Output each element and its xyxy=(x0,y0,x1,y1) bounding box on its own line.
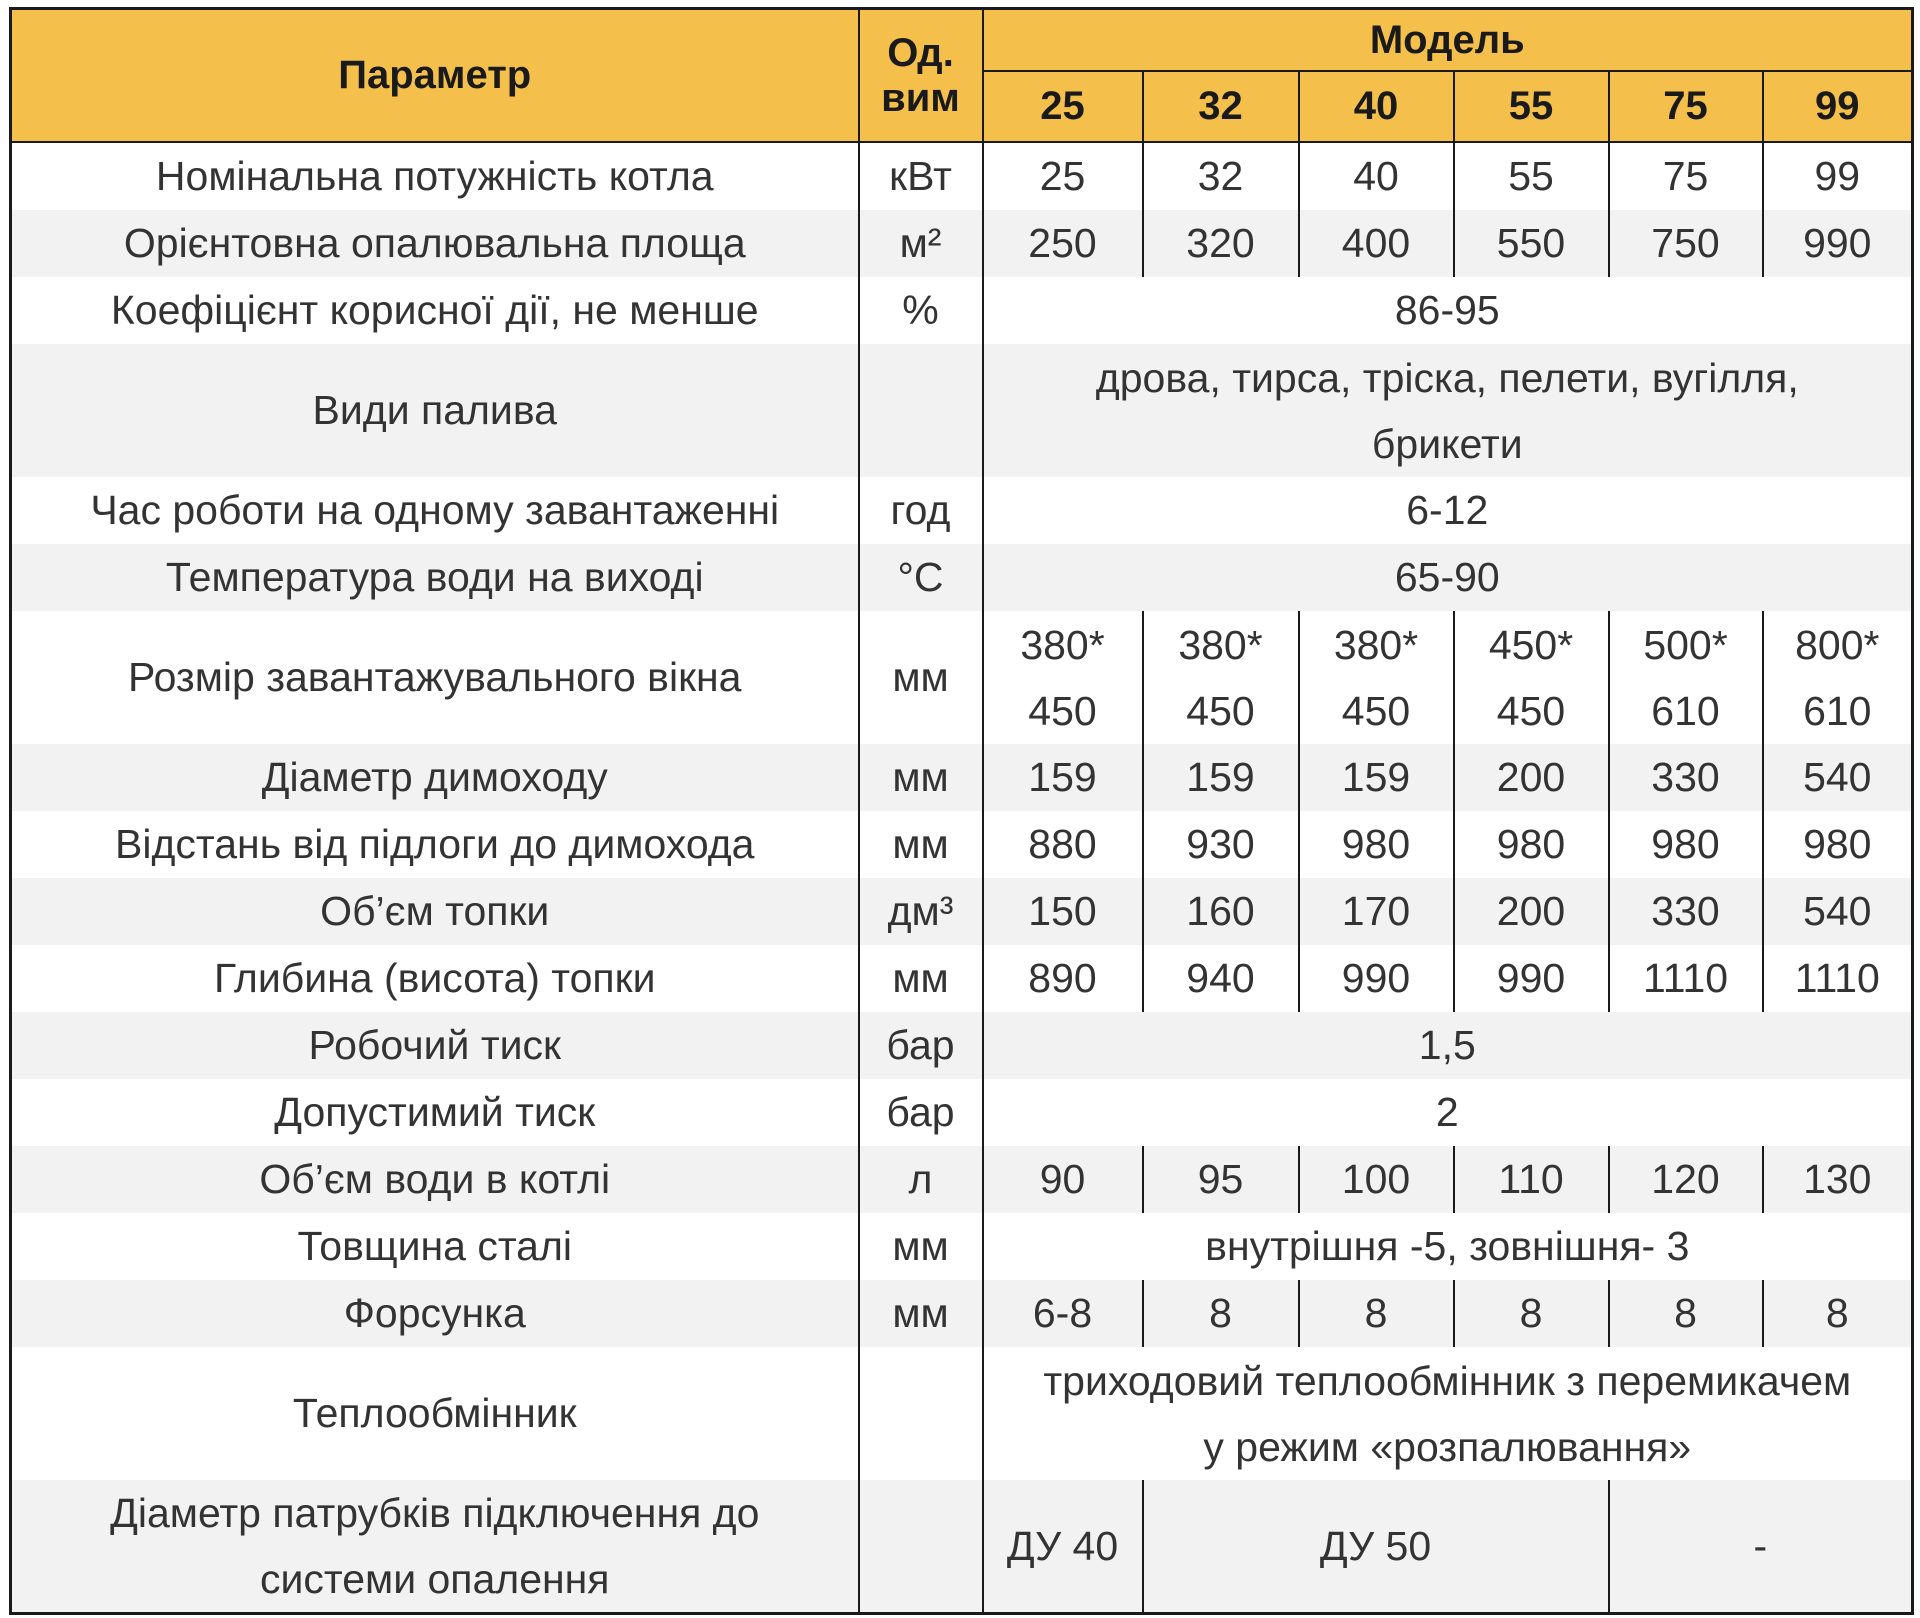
header-model-99: 99 xyxy=(1763,71,1913,142)
param-cell: Об’єм води в котлі xyxy=(11,1146,859,1213)
value-cell: 980 xyxy=(1763,811,1913,878)
table-row xyxy=(11,142,1913,210)
value-line: 450 xyxy=(1186,687,1255,734)
table-row xyxy=(11,1012,1913,1079)
param-cell: Розмір завантажувального вікна xyxy=(11,611,859,744)
value-cell: 990 xyxy=(1454,945,1609,1012)
unit-cell xyxy=(859,1480,983,1614)
value-cell: ДУ 50 xyxy=(1143,1480,1609,1614)
param-cell: Товщина сталі xyxy=(11,1213,859,1280)
value-cell: 95 xyxy=(1143,1146,1299,1213)
header-model-25: 25 xyxy=(983,71,1143,142)
unit-cell: л xyxy=(859,1146,983,1213)
value-cell: 90 xyxy=(983,1146,1143,1213)
value-cell: 170 xyxy=(1299,878,1454,945)
header-model-55: 55 xyxy=(1454,71,1609,142)
param-cell: Теплообмінник xyxy=(11,1347,859,1480)
table-row xyxy=(11,210,1913,277)
value-line: 610 xyxy=(1651,687,1720,734)
value-line: 800* xyxy=(1795,621,1880,668)
table-row xyxy=(11,945,1913,1012)
value-cell xyxy=(1609,611,1763,744)
value-cell: 940 xyxy=(1143,945,1299,1012)
value-cell: 8 xyxy=(1143,1280,1299,1347)
table-row xyxy=(11,544,1913,611)
span-value-line: у режим «розпалювання» xyxy=(1203,1423,1692,1470)
table-row xyxy=(11,277,1913,344)
span-value-line: триходовий теплообмінник з перемикачем xyxy=(1043,1357,1852,1404)
unit-cell: мм xyxy=(859,611,983,744)
param-cell: Орієнтовна опалювальна площа xyxy=(11,210,859,277)
value-line: 380* xyxy=(1333,621,1419,668)
value-cell: 540 xyxy=(1763,744,1913,811)
header-model-75: 75 xyxy=(1609,71,1763,142)
param-cell xyxy=(11,1480,859,1614)
header-model: Модель xyxy=(983,9,1913,72)
param-cell: Температура води на виході xyxy=(11,544,859,611)
header-unit-line1: Од. xyxy=(887,30,954,75)
value-line: 610 xyxy=(1803,687,1872,734)
value-line: 380* xyxy=(1020,621,1105,668)
value-cell: 330 xyxy=(1609,744,1763,811)
param-cell: Види палива xyxy=(11,344,859,477)
unit-cell: мм xyxy=(859,1213,983,1280)
span-value-cell: 65-90 xyxy=(983,544,1913,611)
unit-cell xyxy=(859,344,983,477)
unit-cell: % xyxy=(859,277,983,344)
span-value-cell: 6-12 xyxy=(983,477,1913,544)
value-cell: 8 xyxy=(1454,1280,1609,1347)
value-cell: 8 xyxy=(1763,1280,1913,1347)
value-line: 380* xyxy=(1178,621,1263,668)
value-cell: 880 xyxy=(983,811,1143,878)
value-cell: 99 xyxy=(1763,142,1913,210)
param-cell: Відстань від підлоги до димохода xyxy=(11,811,859,878)
value-cell: 550 xyxy=(1454,210,1609,277)
param-cell: Номінальна потужність котла xyxy=(11,142,859,210)
span-value-cell: 86-95 xyxy=(983,277,1913,344)
value-line: 500* xyxy=(1643,621,1728,668)
value-cell: 55 xyxy=(1454,142,1609,210)
param-cell: Форсунка xyxy=(11,1280,859,1347)
value-cell: 320 xyxy=(1143,210,1299,277)
table-row xyxy=(11,344,1913,477)
value-cell xyxy=(1763,611,1913,744)
table-body xyxy=(11,142,1913,1614)
value-line: 450 xyxy=(1496,687,1566,734)
value-cell: 750 xyxy=(1609,210,1763,277)
span-value-cell: 2 xyxy=(983,1079,1913,1146)
value-cell: 200 xyxy=(1454,744,1609,811)
value-cell: 980 xyxy=(1609,811,1763,878)
table-row xyxy=(11,477,1913,544)
value-cell: 990 xyxy=(1299,945,1454,1012)
table-row xyxy=(11,611,1913,744)
unit-cell: мм xyxy=(859,811,983,878)
unit-cell: бар xyxy=(859,1012,983,1079)
param-line: Діаметр патрубків підключення до xyxy=(110,1490,760,1536)
table-row xyxy=(11,1280,1913,1347)
table-row xyxy=(11,811,1913,878)
value-cell: 159 xyxy=(1143,744,1299,811)
value-cell: 40 xyxy=(1299,142,1454,210)
value-cell: 990 xyxy=(1763,210,1913,277)
unit-cell: мм xyxy=(859,945,983,1012)
value-cell: 8 xyxy=(1299,1280,1454,1347)
value-cell: 100 xyxy=(1299,1146,1454,1213)
span-value-line: брикети xyxy=(1371,420,1523,467)
unit-cell: °С xyxy=(859,544,983,611)
span-value-cell: 1,5 xyxy=(983,1012,1913,1079)
value-cell xyxy=(1454,611,1609,744)
value-cell: 250 xyxy=(983,210,1143,277)
value-cell: 980 xyxy=(1299,811,1454,878)
value-cell: 1110 xyxy=(1609,945,1763,1012)
value-line: 450* xyxy=(1488,621,1574,668)
value-cell: 930 xyxy=(1143,811,1299,878)
table-row xyxy=(11,1079,1913,1146)
value-cell xyxy=(1143,611,1299,744)
value-cell: 540 xyxy=(1763,878,1913,945)
unit-cell: бар xyxy=(859,1079,983,1146)
unit-cell xyxy=(859,1347,983,1480)
value-cell: ДУ 40 xyxy=(983,1480,1143,1614)
value-cell: 1110 xyxy=(1763,945,1913,1012)
span-value-cell xyxy=(983,1347,1913,1480)
value-cell xyxy=(1299,611,1454,744)
value-cell: 8 xyxy=(1609,1280,1763,1347)
value-line: 450 xyxy=(1028,687,1097,734)
span-value-line: дрова, тирса, тріска, пелети, вугілля, xyxy=(1095,354,1799,401)
value-cell: 110 xyxy=(1454,1146,1609,1213)
value-cell: 120 xyxy=(1609,1146,1763,1213)
unit-cell: мм xyxy=(859,1280,983,1347)
param-cell: Об’єм топки xyxy=(11,878,859,945)
value-cell: 150 xyxy=(983,878,1143,945)
value-line: 450 xyxy=(1341,687,1411,734)
unit-cell: мм xyxy=(859,744,983,811)
unit-cell: год xyxy=(859,477,983,544)
value-cell: 890 xyxy=(983,945,1143,1012)
span-value-cell: внутрішня -5, зовнішня- 3 xyxy=(983,1213,1913,1280)
span-value-cell xyxy=(983,344,1913,477)
value-cell: 32 xyxy=(1143,142,1299,210)
table-row xyxy=(11,1213,1913,1280)
table-row xyxy=(11,878,1913,945)
param-cell: Допустимий тиск xyxy=(11,1079,859,1146)
value-cell: 330 xyxy=(1609,878,1763,945)
param-line: системи опалення xyxy=(259,1556,610,1602)
header-model-40: 40 xyxy=(1299,71,1454,142)
header-unit-line2: вим xyxy=(881,75,960,120)
value-cell: 130 xyxy=(1763,1146,1913,1213)
param-cell: Час роботи на одному завантаженні xyxy=(11,477,859,544)
value-cell: 400 xyxy=(1299,210,1454,277)
value-cell: 25 xyxy=(983,142,1143,210)
header-model-32: 32 xyxy=(1143,71,1299,142)
table-row xyxy=(11,1480,1913,1614)
unit-cell: кВт xyxy=(859,142,983,210)
value-cell: 160 xyxy=(1143,878,1299,945)
value-cell: 980 xyxy=(1454,811,1609,878)
header-parameter: Параметр xyxy=(11,9,859,143)
table-row xyxy=(11,1146,1913,1213)
value-cell: 159 xyxy=(1299,744,1454,811)
value-cell: 159 xyxy=(983,744,1143,811)
param-cell: Діаметр димоходу xyxy=(11,744,859,811)
specifications-table xyxy=(9,7,1914,1615)
table-row xyxy=(11,1347,1913,1480)
unit-cell: дм³ xyxy=(859,878,983,945)
value-cell: 6-8 xyxy=(983,1280,1143,1347)
value-cell xyxy=(983,611,1143,744)
unit-cell: м² xyxy=(859,210,983,277)
table-header xyxy=(11,9,1913,143)
param-cell: Робочий тиск xyxy=(11,1012,859,1079)
value-cell: 75 xyxy=(1609,142,1763,210)
header-unit xyxy=(859,9,983,143)
value-cell: 200 xyxy=(1454,878,1609,945)
param-cell: Коефіцієнт корисної дії, не менше xyxy=(11,277,859,344)
table-row xyxy=(11,744,1913,811)
param-cell: Глибина (висота) топки xyxy=(11,945,859,1012)
value-cell: - xyxy=(1609,1480,1913,1614)
